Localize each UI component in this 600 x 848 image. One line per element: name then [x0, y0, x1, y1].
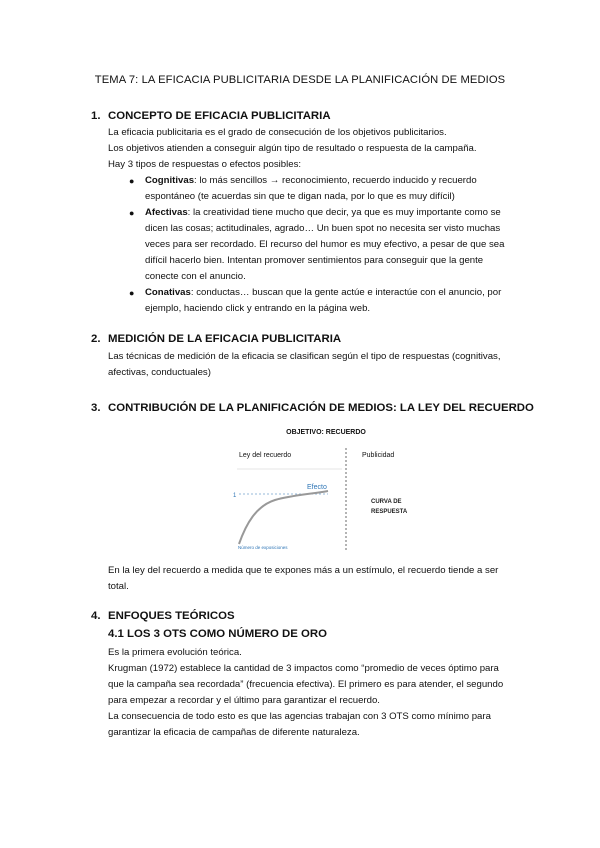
bullet-term: Cognitivas [145, 175, 195, 186]
text-line: La consecuencia de todo esto es que las agencias trabajan con 3 OTS como mínimo para [108, 711, 491, 722]
text-line: dicen las cosas; actitudinales, agrado… Un buen spot no necesita ser visto muchas [145, 223, 501, 234]
x-axis-caption: Número de exposiciones [238, 545, 288, 550]
text-line: garantizar la eficacia de campañas de diferente naturaleza. [108, 727, 360, 738]
bullet-term: Conativas [145, 287, 191, 298]
section-2-number: 2. [91, 333, 101, 345]
response-curve-note-2: RESPUESTA [371, 509, 408, 515]
left-panel-label: Ley del recuerdo [239, 452, 292, 459]
text-line: conecte con el anuncio. [145, 271, 246, 282]
text-line: Krugman (1972) establece la cantidad de 3 impactos como “promedio de veces óptimo para [108, 663, 499, 674]
text-line: La eficacia publicitaria es el grado de consecución de los objetivos publicitarios. [108, 127, 447, 138]
section-1-number: 1. [91, 110, 101, 122]
text-line: Hay 3 tipos de respuestas o efectos posibles: [108, 159, 302, 170]
curve-label: Efecto [307, 484, 327, 491]
text-line: Es la primera evolución teórica. [108, 647, 242, 658]
section-2-title: MEDICIÓN DE LA EFICACIA PUBLICITARIA [108, 333, 342, 345]
figure-svg [230, 426, 430, 554]
right-panel-label: Publicidad [362, 452, 395, 459]
document-title: TEMA 7: LA EFICACIA PUBLICITARIA DESDE LA PLANIFICACIÓN DE MEDIOS [94, 74, 506, 86]
text-line: En la ley del recuerdo a medida que te expones más a un estímulo, el recuerdo tiende a ser [108, 565, 499, 576]
list-item [108, 285, 528, 317]
section-1-heading [91, 110, 331, 122]
text-line: : la creatividad tiene mucho que decir, ya que es muy importante como se [187, 207, 501, 218]
section-4-body [108, 645, 528, 741]
section-1-title: CONCEPTO DE EFICACIA PUBLICITARIA [108, 110, 331, 122]
subsection-4-1-heading: 4.1 LOS 3 OTS COMO NÚMERO DE ORO [108, 628, 327, 640]
section-4-number: 4. [91, 610, 101, 622]
text-line: total. [108, 581, 129, 592]
bullet-icon: ● [129, 208, 135, 218]
bullet-icon: ● [129, 288, 135, 298]
y-tick-label: 1 [233, 493, 237, 499]
section-2-heading [91, 333, 341, 345]
text-line: ejemplo, haciendo click y entrando en la página web. [145, 303, 371, 314]
text-line: : lo más sencillos → reconocimiento, recuerdo inducido y recuerdo [194, 175, 477, 186]
response-curve-note-1: CURVA DE [371, 499, 402, 505]
section-3-body [108, 563, 528, 595]
text-line: Las técnicas de medición de la eficacia se clasifican según el tipo de respuestas (cognitivas, [108, 351, 501, 362]
section-3-number: 3. [91, 402, 101, 414]
response-curve [239, 491, 328, 544]
section-3-heading [91, 402, 534, 414]
list-item [108, 205, 528, 285]
section-1-intro [108, 125, 528, 173]
text-line: afectivas, conductuales) [108, 367, 211, 378]
bullet-icon: ● [129, 176, 135, 186]
figure-title: OBJETIVO: RECUERDO [286, 429, 366, 436]
response-types-list [108, 173, 528, 317]
text-line: difícil hacerlo bien. Intentan promover sentimientos para conseguir que la gente [145, 255, 484, 266]
text-line: que la campaña sea recordada” (frecuencia efectiva). El primero es para atender, el segundo [108, 679, 504, 690]
section-3-title: CONTRIBUCIÓN DE LA PLANIFICACIÓN DE MEDIOS: LA LEY DEL RECUERDO [108, 402, 534, 414]
bullet-term: Afectivas [145, 207, 188, 218]
text-line: : conductas… buscan que la gente actúe e interactúe con el anuncio, por [190, 287, 502, 298]
section-2-body [108, 349, 528, 381]
recall-law-figure [230, 426, 430, 554]
text-line: espontáneo (te acuerdas sin que te digan nada, por lo que es muy difícil) [145, 191, 455, 202]
list-item [108, 173, 528, 205]
section-4-title: ENFOQUES TEÓRICOS [108, 610, 235, 622]
text-line: Los objetivos atienden a conseguir algún tipo de resultado o respuesta de la campaña. [108, 143, 477, 154]
text-line: para empezar a recordar y el último para garantizar el recuerdo. [108, 695, 380, 706]
text-line: veces para ser recordado. El recurso del humor es muy efectivo, a pesar de que sea [145, 239, 505, 250]
section-4-heading [91, 610, 235, 622]
